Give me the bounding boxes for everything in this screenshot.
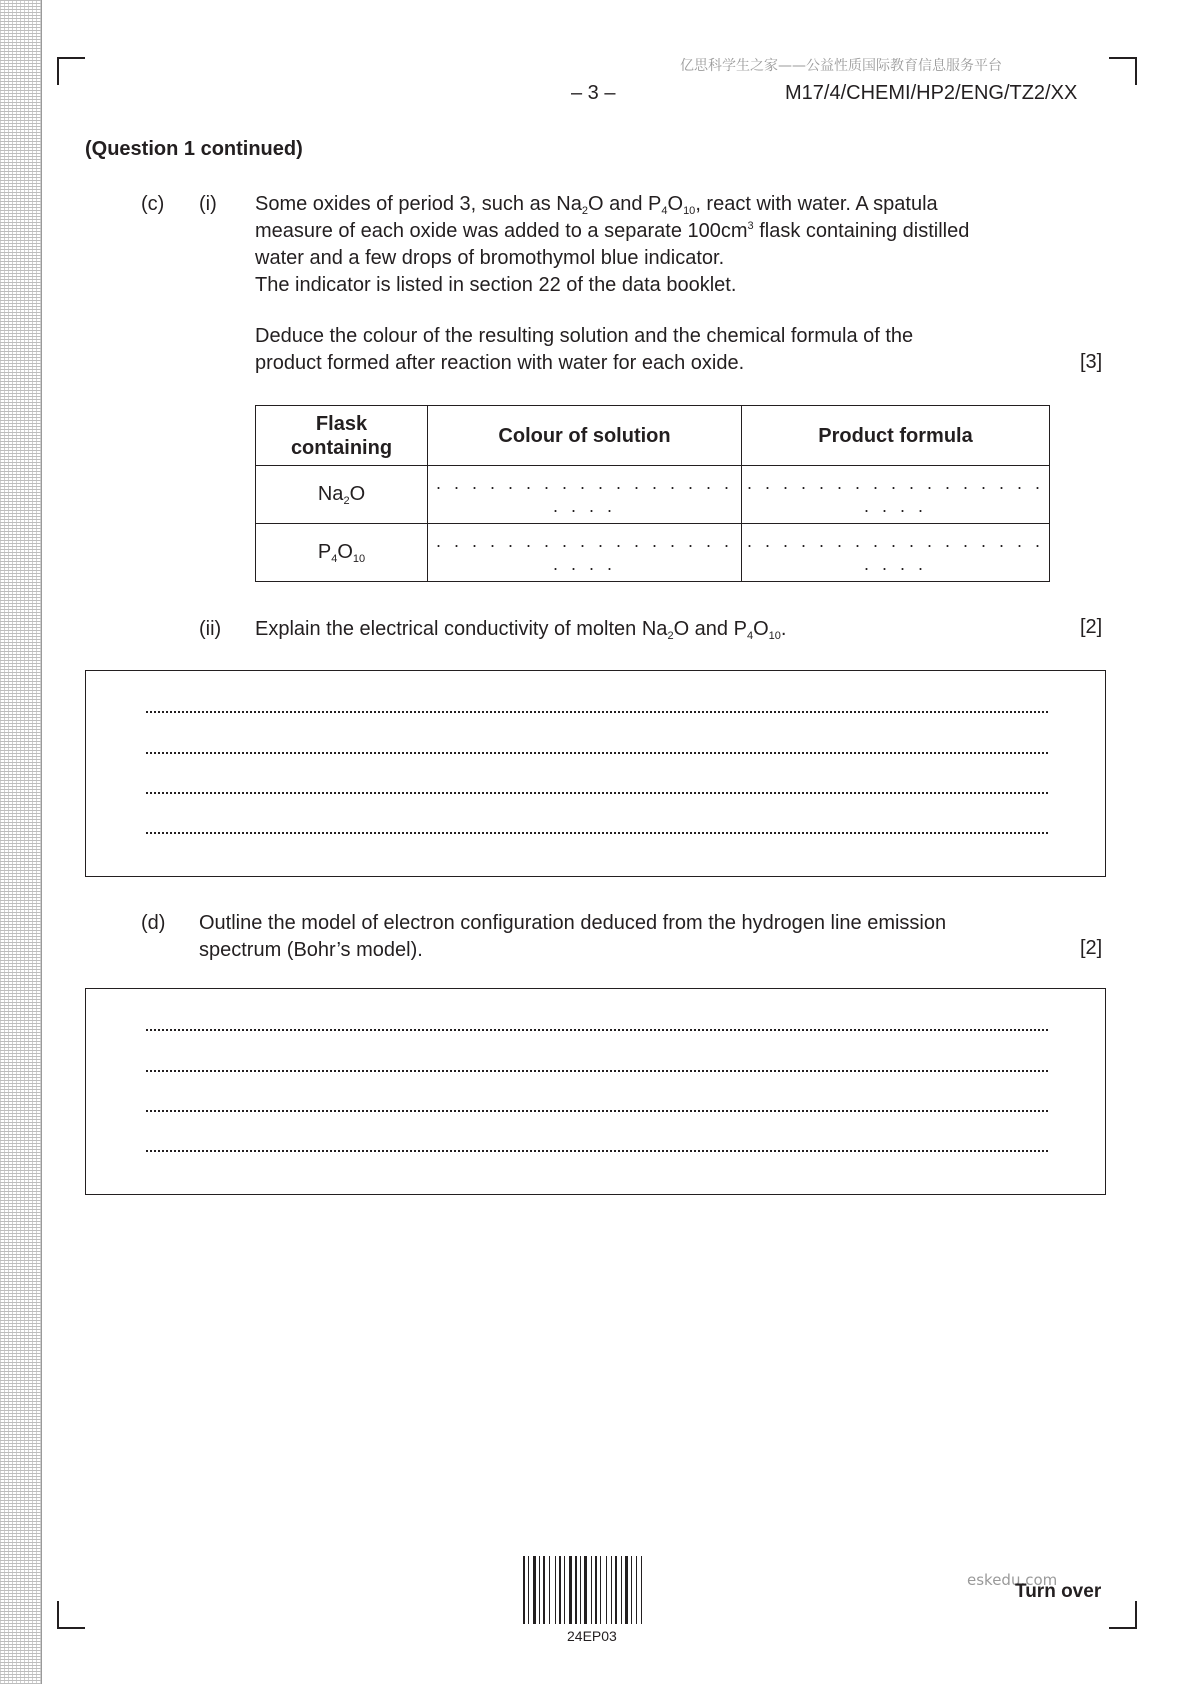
- crop-mark-top-right: [1109, 57, 1137, 85]
- part-c-i-question: [255, 191, 1055, 299]
- deduce-line-1: Deduce the colour of the resulting solution and the chemical formula of the: [255, 325, 914, 347]
- page-number: – 3 –: [571, 82, 616, 104]
- part-d-marks: [2]: [1080, 937, 1103, 959]
- crop-mark-bottom-left: [57, 1601, 85, 1629]
- barcode-bar: [549, 1556, 550, 1624]
- answer-line: [146, 1029, 1048, 1031]
- question-line-1: Some oxides of period 3, such as $Na_2O$ and $P_4O_{10}$, react with water. A spatula: [255, 193, 938, 217]
- answer-line: [146, 832, 1048, 834]
- answer-box-d[interactable]: [85, 988, 1106, 1195]
- answer-line: [146, 752, 1048, 754]
- paper-code: M17/4/CHEMI/HP2/ENG/TZ2/XX: [785, 82, 1078, 104]
- barcode-bar: [600, 1556, 601, 1624]
- barcode-bar: [636, 1556, 637, 1624]
- deduce-instruction: [255, 323, 913, 377]
- answer-line: [146, 1110, 1048, 1112]
- answer-box-c-ii[interactable]: [85, 670, 1106, 877]
- barcode-bar: [555, 1556, 556, 1624]
- table-row: [256, 524, 1050, 582]
- turn-over: Turn over: [1015, 1581, 1102, 1602]
- barcode-bar: [621, 1556, 622, 1624]
- barcode-text: 24EP03: [567, 1628, 617, 1644]
- question-line-4: The indicator is listed in section 22 of the data booklet.: [255, 274, 737, 296]
- answer-line: [146, 1070, 1048, 1072]
- barcode-bar: [528, 1556, 529, 1624]
- barcode-bar: [625, 1556, 628, 1624]
- barcode-bar: [611, 1556, 612, 1624]
- product-answer-na2o[interactable]: . . . . . . . . . . . . . . . . . . . . .: [742, 466, 1050, 524]
- part-d-question: [199, 910, 946, 964]
- barcode-bar: [559, 1556, 561, 1624]
- watermark-bottom: eskedu.com: [967, 1571, 1058, 1589]
- header-colour-of-solution: Colour of solution: [428, 406, 742, 466]
- barcode-bar: [641, 1556, 642, 1624]
- part-c-ii-marks: [2]: [1080, 616, 1103, 638]
- answer-line: [146, 792, 1048, 794]
- colour-answer-na2o[interactable]: . . . . . . . . . . . . . . . . . . . . .: [428, 466, 742, 524]
- part-c-i-label: (i): [199, 193, 217, 215]
- continued-heading: (Question 1 continued): [85, 138, 303, 160]
- part-d-line-1: Outline the model of electron configuration deduced from the hydrogen line emission: [199, 912, 947, 934]
- question-line-2: measure of each oxide was added to a separate $100cm^3$ flask containing distilled: [255, 220, 970, 242]
- barcode-bar: [615, 1556, 617, 1624]
- crop-mark-bottom-right: [1109, 1601, 1137, 1629]
- part-c-label: (c): [141, 193, 165, 215]
- barcode-bar: [591, 1556, 592, 1624]
- answer-line: [146, 711, 1048, 713]
- header-product-formula: Product formula: [742, 406, 1050, 466]
- table-header-row: [256, 406, 1050, 466]
- deduce-line-2: product formed after reaction with water for each oxide.: [255, 352, 745, 374]
- flask-table: [255, 405, 1050, 582]
- barcode-bar: [539, 1556, 540, 1624]
- part-c-ii-question: Explain the electrical conductivity of molten $Na_2O$ and $P_4O_{10}$.: [255, 618, 787, 642]
- barcode-bar: [606, 1556, 607, 1624]
- barcode-bar: [533, 1556, 536, 1624]
- barcode-bar: [631, 1556, 632, 1624]
- flask-p4o10: $P_4O_{10}$: [256, 524, 428, 582]
- header-flask-containing: Flask containing: [256, 406, 428, 466]
- barcode-bar: [584, 1556, 587, 1624]
- watermark-top: 亿思科学生之家——公益性质国际教育信息服务平台: [680, 58, 1002, 74]
- answer-line: [146, 1150, 1048, 1152]
- part-c-i-marks: [3]: [1080, 351, 1103, 373]
- barcode-bar: [569, 1556, 572, 1624]
- barcode-bar: [595, 1556, 597, 1624]
- part-c-ii-label: (ii): [199, 618, 222, 640]
- barcode: [523, 1556, 669, 1624]
- colour-answer-p4o10[interactable]: . . . . . . . . . . . . . . . . . . . . .: [428, 524, 742, 582]
- part-d-line-2: spectrum (Bohr’s model).: [199, 939, 423, 961]
- barcode-bar: [575, 1556, 577, 1624]
- question-line-3: water and a few drops of bromothymol blue indicator.: [255, 247, 725, 269]
- crop-mark-top-left: [57, 57, 85, 85]
- binding-margin-strip: [0, 0, 42, 1684]
- barcode-bar: [564, 1556, 565, 1624]
- product-answer-p4o10[interactable]: . . . . . . . . . . . . . . . . . . . . .: [742, 524, 1050, 582]
- flask-na2o: $Na_2O$: [256, 466, 428, 524]
- barcode-bar: [523, 1556, 525, 1624]
- table-row: [256, 466, 1050, 524]
- part-d-label: (d): [141, 912, 166, 934]
- barcode-bar: [580, 1556, 581, 1624]
- barcode-bar: [543, 1556, 545, 1624]
